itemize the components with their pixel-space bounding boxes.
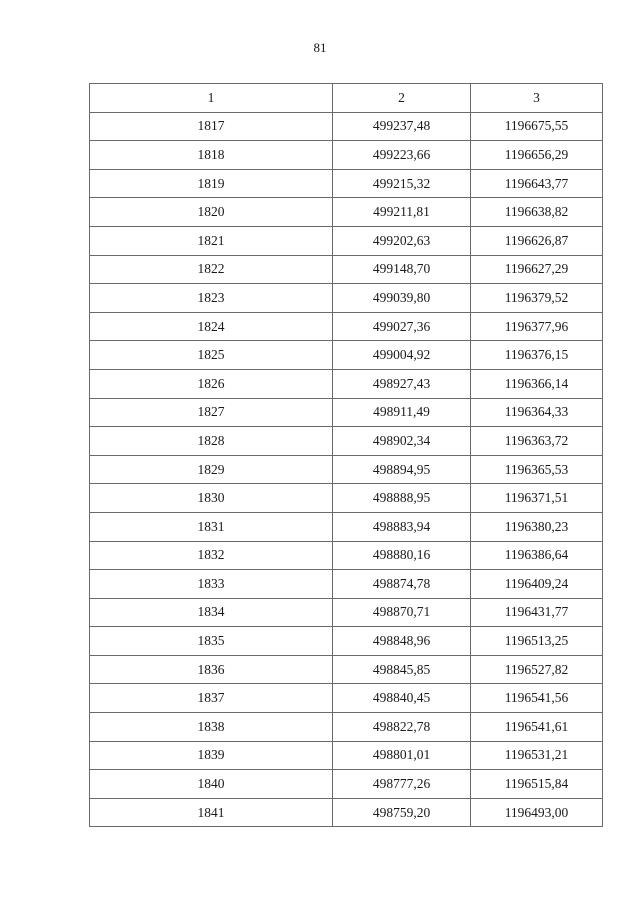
table-row (90, 484, 603, 513)
column-header-point: 1 (90, 84, 333, 113)
x-coordinate-cell: 499148,70 (333, 255, 471, 284)
x-coordinate-cell: 499004,92 (333, 341, 471, 370)
y-coordinate-cell: 1196409,24 (471, 570, 603, 599)
point-number-cell: 1828 (90, 427, 333, 456)
x-coordinate-cell: 498801,01 (333, 741, 471, 770)
x-coordinate-cell: 498840,45 (333, 684, 471, 713)
table-row (90, 284, 603, 313)
column-header-x: 2 (333, 84, 471, 113)
x-coordinate-cell: 499237,48 (333, 112, 471, 141)
y-coordinate-cell: 1196379,52 (471, 284, 603, 313)
table-row (90, 770, 603, 799)
point-number-cell: 1829 (90, 455, 333, 484)
point-number-cell: 1838 (90, 713, 333, 742)
table-row (90, 341, 603, 370)
x-coordinate-cell: 498888,95 (333, 484, 471, 513)
coordinates-table (89, 83, 603, 827)
y-coordinate-cell: 1196643,77 (471, 169, 603, 198)
point-number-cell: 1833 (90, 570, 333, 599)
point-number-cell: 1827 (90, 398, 333, 427)
table-body (90, 112, 603, 827)
y-coordinate-cell: 1196638,82 (471, 198, 603, 227)
y-coordinate-cell: 1196380,23 (471, 512, 603, 541)
point-number-cell: 1823 (90, 284, 333, 313)
point-number-cell: 1839 (90, 741, 333, 770)
point-number-cell: 1836 (90, 655, 333, 684)
point-number-cell: 1818 (90, 141, 333, 170)
table-header-row (90, 84, 603, 113)
table-row (90, 198, 603, 227)
table-row (90, 141, 603, 170)
point-number-cell: 1830 (90, 484, 333, 513)
table-row (90, 455, 603, 484)
table-row (90, 369, 603, 398)
table-row (90, 570, 603, 599)
y-coordinate-cell: 1196377,96 (471, 312, 603, 341)
column-header-y: 3 (471, 84, 603, 113)
x-coordinate-cell: 499215,32 (333, 169, 471, 198)
x-coordinate-cell: 498902,34 (333, 427, 471, 456)
point-number-cell: 1834 (90, 598, 333, 627)
point-number-cell: 1822 (90, 255, 333, 284)
y-coordinate-cell: 1196376,15 (471, 341, 603, 370)
y-coordinate-cell: 1196371,51 (471, 484, 603, 513)
x-coordinate-cell: 499027,36 (333, 312, 471, 341)
point-number-cell: 1824 (90, 312, 333, 341)
point-number-cell: 1821 (90, 226, 333, 255)
y-coordinate-cell: 1196365,53 (471, 455, 603, 484)
y-coordinate-cell: 1196627,29 (471, 255, 603, 284)
table-row (90, 427, 603, 456)
point-number-cell: 1817 (90, 112, 333, 141)
point-number-cell: 1832 (90, 541, 333, 570)
y-coordinate-cell: 1196656,29 (471, 141, 603, 170)
x-coordinate-cell: 498894,95 (333, 455, 471, 484)
x-coordinate-cell: 498883,94 (333, 512, 471, 541)
point-number-cell: 1826 (90, 369, 333, 398)
table-row (90, 627, 603, 656)
table-row (90, 226, 603, 255)
x-coordinate-cell: 498845,85 (333, 655, 471, 684)
table-row (90, 398, 603, 427)
y-coordinate-cell: 1196515,84 (471, 770, 603, 799)
point-number-cell: 1819 (90, 169, 333, 198)
x-coordinate-cell: 498759,20 (333, 798, 471, 827)
y-coordinate-cell: 1196386,64 (471, 541, 603, 570)
point-number-cell: 1841 (90, 798, 333, 827)
y-coordinate-cell: 1196363,72 (471, 427, 603, 456)
table-row (90, 798, 603, 827)
x-coordinate-cell: 499211,81 (333, 198, 471, 227)
y-coordinate-cell: 1196626,87 (471, 226, 603, 255)
x-coordinate-cell: 498822,78 (333, 713, 471, 742)
table-row (90, 541, 603, 570)
point-number-cell: 1825 (90, 341, 333, 370)
y-coordinate-cell: 1196527,82 (471, 655, 603, 684)
y-coordinate-cell: 1196541,56 (471, 684, 603, 713)
x-coordinate-cell: 498874,78 (333, 570, 471, 599)
table-row (90, 255, 603, 284)
point-number-cell: 1840 (90, 770, 333, 799)
y-coordinate-cell: 1196493,00 (471, 798, 603, 827)
x-coordinate-cell: 498880,16 (333, 541, 471, 570)
table-row (90, 684, 603, 713)
y-coordinate-cell: 1196531,21 (471, 741, 603, 770)
x-coordinate-cell: 498777,26 (333, 770, 471, 799)
x-coordinate-cell: 499039,80 (333, 284, 471, 313)
point-number-cell: 1837 (90, 684, 333, 713)
table-row (90, 741, 603, 770)
y-coordinate-cell: 1196541,61 (471, 713, 603, 742)
point-number-cell: 1835 (90, 627, 333, 656)
table-row (90, 655, 603, 684)
x-coordinate-cell: 498927,43 (333, 369, 471, 398)
y-coordinate-cell: 1196431,77 (471, 598, 603, 627)
page-number: 81 (313, 40, 327, 55)
table-row (90, 312, 603, 341)
y-coordinate-cell: 1196513,25 (471, 627, 603, 656)
x-coordinate-cell: 498911,49 (333, 398, 471, 427)
table-row (90, 512, 603, 541)
table-row (90, 112, 603, 141)
table-row (90, 169, 603, 198)
x-coordinate-cell: 499223,66 (333, 141, 471, 170)
x-coordinate-cell: 498870,71 (333, 598, 471, 627)
table-row (90, 598, 603, 627)
x-coordinate-cell: 499202,63 (333, 226, 471, 255)
table-row (90, 713, 603, 742)
point-number-cell: 1831 (90, 512, 333, 541)
point-number-cell: 1820 (90, 198, 333, 227)
y-coordinate-cell: 1196366,14 (471, 369, 603, 398)
y-coordinate-cell: 1196364,33 (471, 398, 603, 427)
x-coordinate-cell: 498848,96 (333, 627, 471, 656)
y-coordinate-cell: 1196675,55 (471, 112, 603, 141)
